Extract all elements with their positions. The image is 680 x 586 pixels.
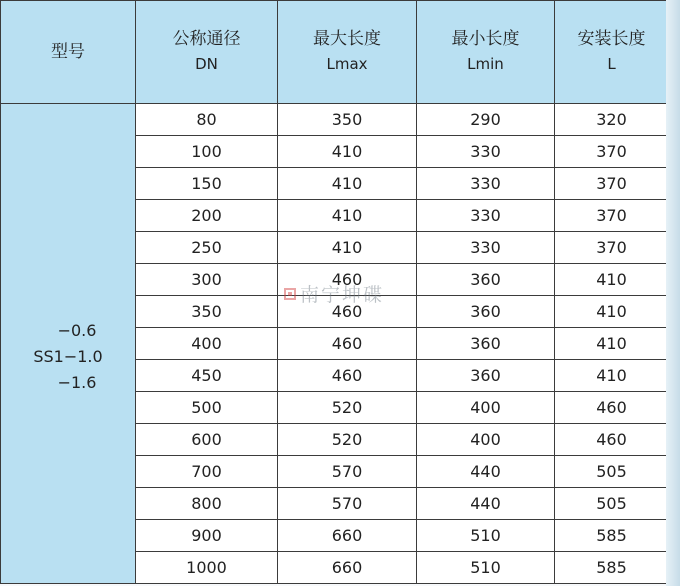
lmax-cell: 460 <box>278 360 417 392</box>
header-l-title: 安装长度 <box>577 29 646 49</box>
table-body <box>1 104 669 584</box>
dn-cell: 100 <box>136 136 278 168</box>
l-cell: 505 <box>555 488 669 520</box>
lmax-cell: 410 <box>278 168 417 200</box>
dn-cell: 700 <box>136 456 278 488</box>
lmax-cell: 460 <box>278 296 417 328</box>
page-edge-shade <box>666 0 680 586</box>
header-row <box>1 1 669 104</box>
lmax-cell: 460 <box>278 328 417 360</box>
header-lmax-sub: Lmax <box>326 55 368 73</box>
lmax-cell: 660 <box>278 520 417 552</box>
lmin-cell: 330 <box>417 168 555 200</box>
model-line-2: SS1−1.0 <box>33 346 103 366</box>
l-cell: 585 <box>555 552 669 584</box>
table-row <box>1 104 669 136</box>
watermark-text: 南宁坤碟 <box>300 284 385 306</box>
l-cell: 460 <box>555 424 669 456</box>
lmax-cell: 410 <box>278 232 417 264</box>
model-cell <box>1 104 136 584</box>
header-dn-title: 公称通径 <box>172 29 241 49</box>
header-dn-sub: DN <box>195 55 218 73</box>
l-cell: 370 <box>555 232 669 264</box>
model-line-3: −1.6 <box>57 372 97 392</box>
lmin-cell: 510 <box>417 520 555 552</box>
dn-cell: 200 <box>136 200 278 232</box>
lmin-cell: 360 <box>417 296 555 328</box>
dn-cell: 80 <box>136 104 278 136</box>
l-cell: 320 <box>555 104 669 136</box>
dn-cell: 600 <box>136 424 278 456</box>
header-lmin-sub: Lmin <box>467 55 504 73</box>
lmin-cell: 330 <box>417 200 555 232</box>
l-cell: 410 <box>555 296 669 328</box>
dn-cell: 150 <box>136 168 278 200</box>
dn-cell: 450 <box>136 360 278 392</box>
dn-cell: 800 <box>136 488 278 520</box>
l-cell: 585 <box>555 520 669 552</box>
lmin-cell: 360 <box>417 328 555 360</box>
lmax-cell: 570 <box>278 456 417 488</box>
lmin-cell: 440 <box>417 456 555 488</box>
dn-cell: 500 <box>136 392 278 424</box>
header-lmax-title: 最大长度 <box>313 29 381 49</box>
lmin-cell: 290 <box>417 104 555 136</box>
lmin-cell: 440 <box>417 488 555 520</box>
header-lmax <box>278 1 417 104</box>
l-cell: 410 <box>555 360 669 392</box>
dn-cell: 900 <box>136 520 278 552</box>
l-cell: 460 <box>555 392 669 424</box>
header-model <box>1 1 136 104</box>
lmax-cell: 410 <box>278 136 417 168</box>
dn-cell: 300 <box>136 264 278 296</box>
l-cell: 410 <box>555 328 669 360</box>
lmin-cell: 400 <box>417 392 555 424</box>
lmin-cell: 330 <box>417 232 555 264</box>
dn-cell: 350 <box>136 296 278 328</box>
lmax-cell: 520 <box>278 392 417 424</box>
header-l-sub: L <box>607 55 616 73</box>
lmin-cell: 330 <box>417 136 555 168</box>
l-cell: 370 <box>555 168 669 200</box>
model-line-1: −0.6 <box>57 320 97 340</box>
lmax-cell: 350 <box>278 104 417 136</box>
header-lmin-title: 最小长度 <box>451 29 520 49</box>
lmin-cell: 510 <box>417 552 555 584</box>
lmin-cell: 400 <box>417 424 555 456</box>
lmin-cell: 360 <box>417 264 555 296</box>
dn-cell: 250 <box>136 232 278 264</box>
lmax-cell: 660 <box>278 552 417 584</box>
header-dn <box>136 1 278 104</box>
l-cell: 505 <box>555 456 669 488</box>
header-model-title: 型号 <box>51 41 85 62</box>
lmax-cell: 460 <box>278 264 417 296</box>
header-lmin <box>417 1 555 104</box>
l-cell: 370 <box>555 200 669 232</box>
dn-cell: 400 <box>136 328 278 360</box>
header-l <box>555 1 669 104</box>
lmax-cell: 410 <box>278 200 417 232</box>
dn-cell: 1000 <box>136 552 278 584</box>
lmax-cell: 520 <box>278 424 417 456</box>
lmax-cell: 570 <box>278 488 417 520</box>
l-cell: 410 <box>555 264 669 296</box>
lmin-cell: 360 <box>417 360 555 392</box>
l-cell: 370 <box>555 136 669 168</box>
